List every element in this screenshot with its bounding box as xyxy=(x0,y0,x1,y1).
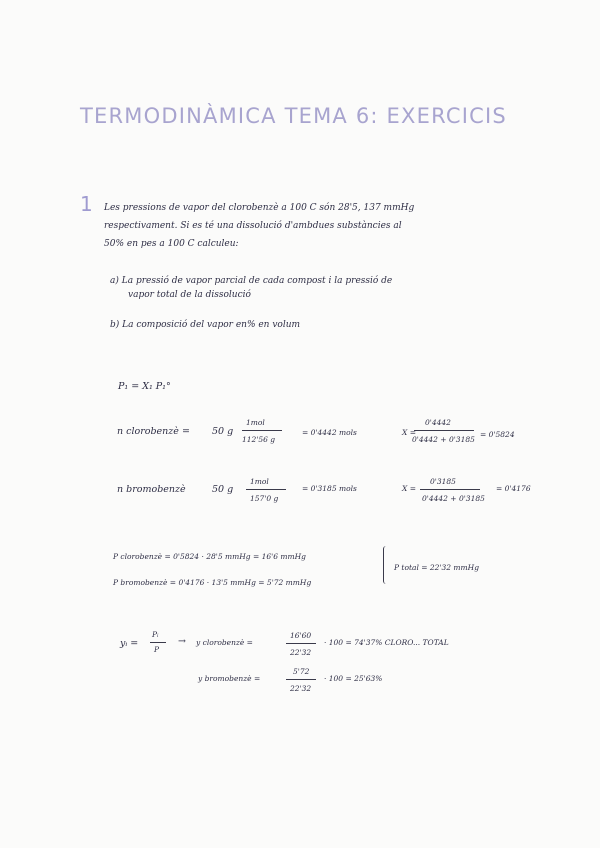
comp-lhs-num: Pᵢ xyxy=(152,630,159,639)
comp-num-2: 5'72 xyxy=(293,667,310,676)
comp-den-2: 22'32 xyxy=(290,684,312,693)
comp-label-1: y clorobenzè = xyxy=(196,638,253,647)
statement-line-3: 50% en pes a 100 C calculeu: xyxy=(104,239,239,249)
arrow-icon: → xyxy=(178,636,186,647)
pressure-row-1: P clorobenzè = 0'5824 · 28'5 mmHg = 16'6 mmHg xyxy=(113,552,306,561)
frac-label-2: X = xyxy=(402,484,417,493)
fraction-bar xyxy=(150,642,166,643)
moles-mass-2: 50 g xyxy=(212,484,234,495)
fraction-bar xyxy=(414,430,474,431)
fraction-bar xyxy=(286,643,316,644)
fraction-bar xyxy=(246,489,286,490)
brace xyxy=(383,546,389,584)
part-b: b) La composició del vapor en% en volum xyxy=(110,320,301,330)
moles-label-2: n bromobenzè xyxy=(117,484,186,495)
comp-result-1: · 100 = 74'37% CLORO... TOTAL xyxy=(324,638,449,647)
frac-den-1: 0'4442 + 0'3185 xyxy=(412,435,475,444)
frac-num-2: 0'3185 xyxy=(430,477,456,486)
comp-result-2: · 100 = 25'63% xyxy=(324,674,383,683)
statement-line-2: respectivament. Si es té una dissolució d'ambdues substàncies al xyxy=(104,221,402,231)
fraction-bar xyxy=(242,430,282,431)
exercise-number: 1 xyxy=(80,192,93,216)
part-a-line-1: a) La pressió de vapor parcial de cada compost i la pressió de xyxy=(110,276,393,286)
part-a-line-2: vapor total de la dissolució xyxy=(128,290,251,300)
moles-den-1: 112'56 g xyxy=(242,435,276,444)
comp-lhs-den: P xyxy=(154,645,160,654)
moles-result-2: = 0'3185 mols xyxy=(302,484,357,493)
fraction-bar xyxy=(286,679,316,680)
moles-num-1: 1mol xyxy=(246,418,265,427)
moles-den-2: 157'0 g xyxy=(250,494,279,503)
frac-result-2: = 0'4176 xyxy=(496,484,531,493)
pressure-total: P total = 22'32 mmHg xyxy=(394,563,479,572)
frac-label-1: X = xyxy=(402,428,417,437)
moles-mass-1: 50 g xyxy=(212,426,234,437)
comp-num-1: 16'60 xyxy=(290,631,312,640)
comp-den-1: 22'32 xyxy=(290,648,312,657)
statement-line-1: Les pressions de vapor del clorobenzè a 100 C són 28'5, 137 mmHg xyxy=(104,203,415,213)
raoult-law: P₁ = X₁ P₁° xyxy=(118,381,171,392)
frac-num-1: 0'4442 xyxy=(425,418,451,427)
moles-label-1: n clorobenzè = xyxy=(117,426,190,437)
frac-result-1: = 0'5824 xyxy=(480,430,515,439)
moles-num-2: 1mol xyxy=(250,477,269,486)
moles-result-1: = 0'4442 mols xyxy=(302,428,357,437)
comp-label-2: y bromobenzè = xyxy=(198,674,261,683)
comp-lhs: yᵢ = xyxy=(120,638,139,649)
page-title: TERMODINÀMICA TEMA 6: EXERCICIS xyxy=(80,104,507,128)
fraction-bar xyxy=(420,489,480,490)
frac-den-2: 0'4442 + 0'3185 xyxy=(422,494,485,503)
pressure-row-2: P bromobenzè = 0'4176 · 13'5 mmHg = 5'72 mmHg xyxy=(113,578,312,587)
